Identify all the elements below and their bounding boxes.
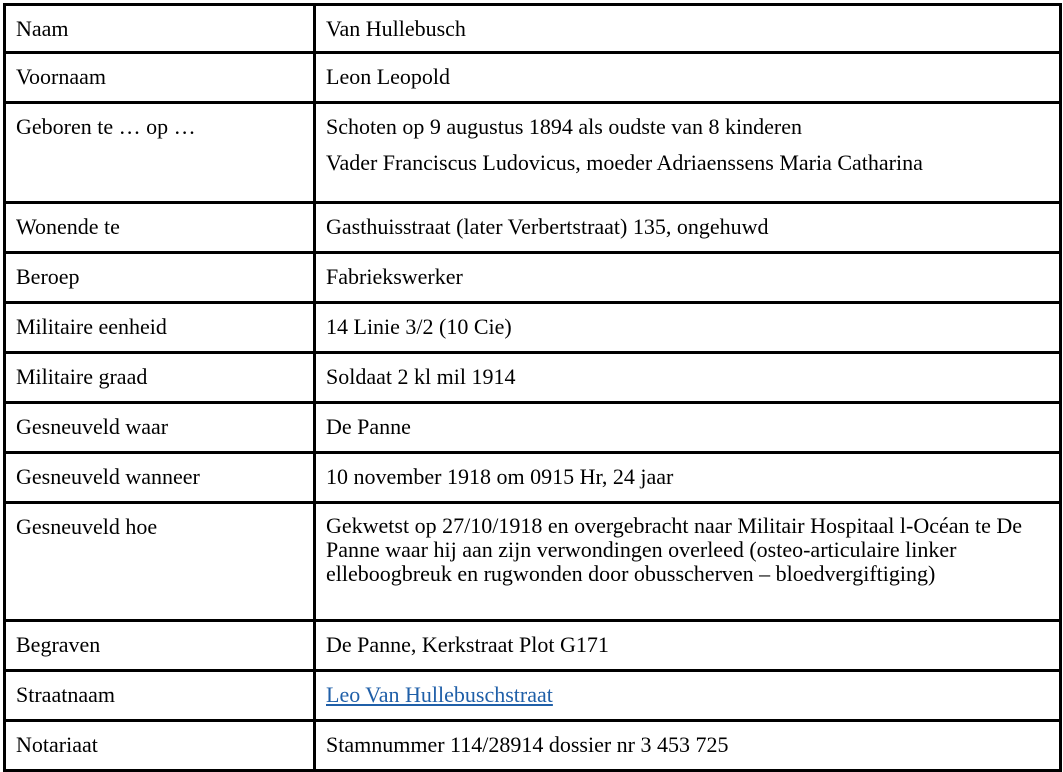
row-label-straatnaam: Straatnaam <box>5 671 315 721</box>
row-value-begraven: De Panne, Kerkstraat Plot G171 <box>315 621 1061 671</box>
table-row <box>5 403 1061 453</box>
row-label-begraven: Begraven <box>5 621 315 671</box>
row-value-geboren <box>315 103 1061 203</box>
row-value-wanneer: 10 november 1918 om 0915 Hr, 24 jaar <box>315 453 1061 503</box>
row-label-naam: Naam <box>5 5 315 53</box>
row-value-hoe <box>315 503 1061 621</box>
table-row <box>5 203 1061 253</box>
street-name-link[interactable]: Leo Van Hullebuschstraat <box>326 682 553 707</box>
row-label-waar: Gesneuveld waar <box>5 403 315 453</box>
table-row <box>5 5 1061 53</box>
row-label-graad: Militaire graad <box>5 353 315 403</box>
row-label-wanneer: Gesneuveld wanneer <box>5 453 315 503</box>
row-value-voornaam: Leon Leopold <box>315 53 1061 103</box>
row-value-graad: Soldaat 2 kl mil 1914 <box>315 353 1061 403</box>
row-value-naam: Van Hullebusch <box>315 5 1061 53</box>
table-row <box>5 253 1061 303</box>
row-value-eenheid: 14 Linie 3/2 (10 Cie) <box>315 303 1061 353</box>
table-row <box>5 721 1061 771</box>
table-row <box>5 103 1061 203</box>
parents-line: Vader Franciscus Ludovicus, moeder Adriaenssens Maria Catharina <box>326 150 923 175</box>
table-row <box>5 353 1061 403</box>
row-value-straatnaam <box>315 671 1061 721</box>
row-label-notariaat: Notariaat <box>5 721 315 771</box>
row-label-hoe: Gesneuveld hoe <box>5 503 315 621</box>
table-row <box>5 671 1061 721</box>
table-row <box>5 621 1061 671</box>
birth-line: Schoten op 9 augustus 1894 als oudste van 8 kinderen <box>326 114 802 139</box>
table-row <box>5 303 1061 353</box>
row-value-waar: De Panne <box>315 403 1061 453</box>
table-row <box>5 53 1061 103</box>
row-label-geboren: Geboren te … op … <box>5 103 315 203</box>
table-row <box>5 503 1061 621</box>
death-cause-text: Gekwetst op 27/10/1918 en overgebracht naar Militair Hospitaal l-Océan te De Panne waar hij aan zijn verwondingen overleed (osteo-articulaire linker elleboogbreuk en rugwonden door obusscherven – bloedvergiftiging) <box>326 513 1023 586</box>
table-row <box>5 453 1061 503</box>
row-value-beroep: Fabriekswerker <box>315 253 1061 303</box>
record-table <box>3 3 1062 772</box>
row-label-wonende: Wonende te <box>5 203 315 253</box>
row-label-beroep: Beroep <box>5 253 315 303</box>
row-label-voornaam: Voornaam <box>5 53 315 103</box>
row-label-eenheid: Militaire eenheid <box>5 303 315 353</box>
row-value-notariaat: Stamnummer 114/28914 dossier nr 3 453 725 <box>315 721 1061 771</box>
row-value-wonende: Gasthuisstraat (later Verbertstraat) 135, ongehuwd <box>315 203 1061 253</box>
